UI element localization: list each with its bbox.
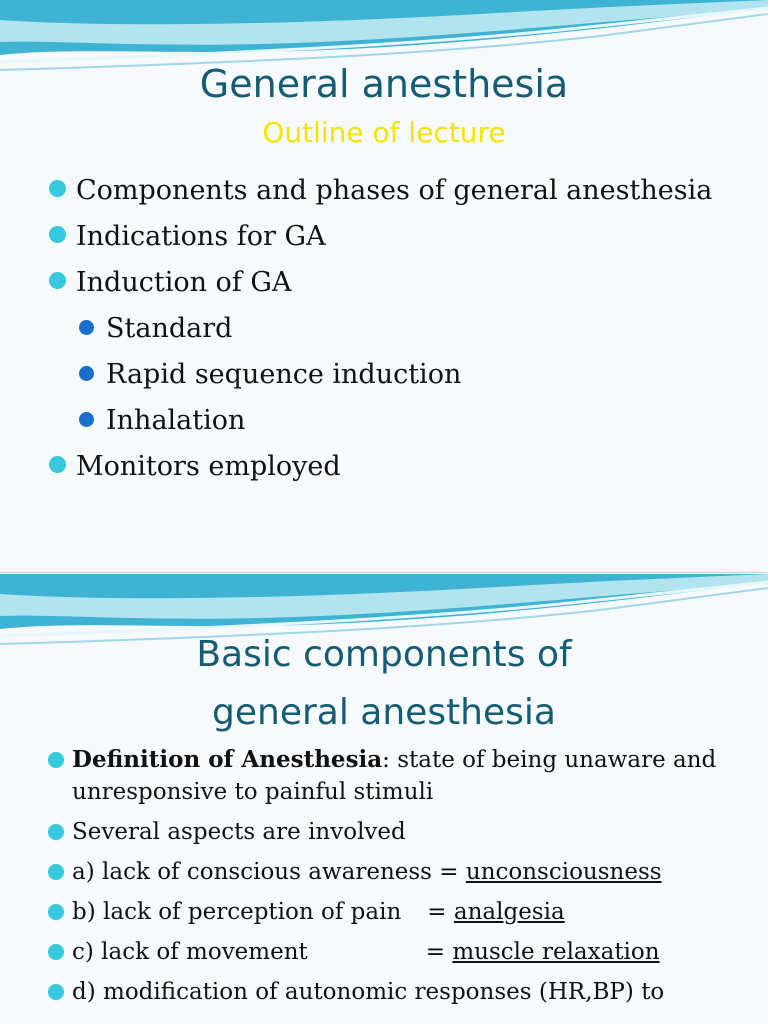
bullet-icon [48,984,64,1000]
bullet-icon [48,904,64,920]
list-item: Several aspects are involved [46,816,761,848]
slide-basic-components [0,574,768,1024]
bullet-icon [49,272,66,289]
slide-subtitle: Outline of lecture [262,116,506,149]
bullet-icon [49,226,66,243]
list-item: Standard [46,306,761,352]
list-item: Definition of Anesthesia: state of being unaware and unresponsive to painful stimuli [46,744,761,808]
outline-list [46,168,761,490]
list-item: c) lack of movement = muscle relaxation [46,936,761,968]
list-item: Components and phases of general anesthesia [46,168,761,214]
bullet-icon [48,824,64,840]
list-item: b) lack of perception of pain = analgesia [46,896,761,928]
bullet-icon [48,752,64,768]
slide-title: General anesthesia [199,62,569,106]
bullet-icon [49,456,66,473]
bullet-icon [48,864,64,880]
list-item: d) modification of autonomic responses (HR,BP) to [46,976,761,1008]
list-item: Rapid sequence induction [46,352,761,398]
bullet-icon [79,320,94,335]
list-item: Monitors employed [46,444,761,490]
bullet-icon [79,412,94,427]
bullet-icon [79,366,94,381]
bullet-icon [48,944,64,960]
list-item: a) lack of conscious awareness = unconsciousness [46,856,761,888]
components-list [46,744,761,1016]
list-item: Induction of GA [46,260,761,306]
bullet-icon [49,180,66,197]
slide-title: Basic components of general anesthesia [196,634,572,733]
list-item: Inhalation [46,398,761,444]
list-item: Indications for GA [46,214,761,260]
